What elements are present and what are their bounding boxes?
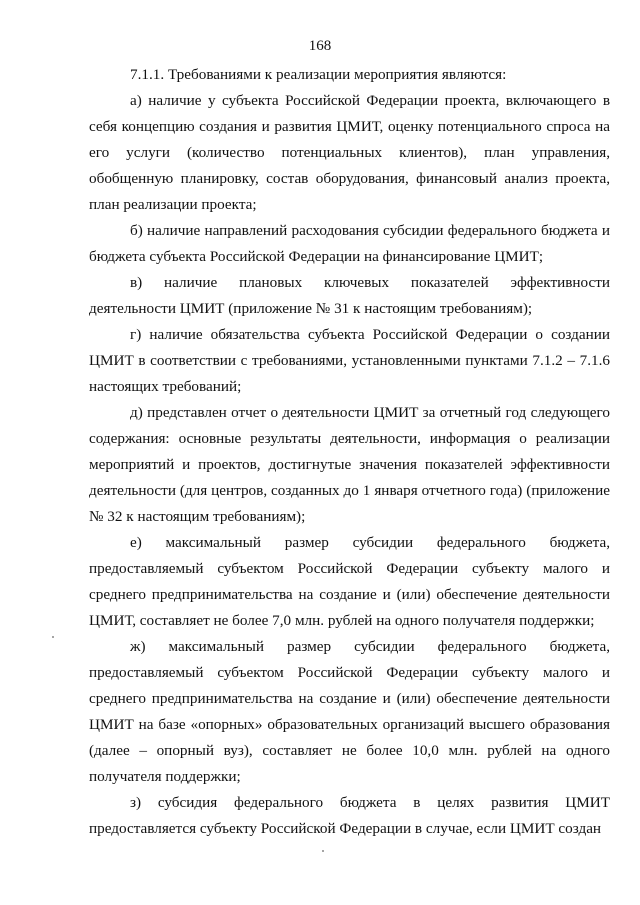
paragraph-e: е) максимальный размер субсидии федерального бюджета, предоставляемый субъектом Российской Федерации субъекту малого и среднего предпринимательства на создание и (или) обеспечение деятельности ЦМИТ, составляет не более 7,0 млн. рублей на одного получателя поддержки;: [89, 534, 610, 629]
paragraph-z: з) субсидия федерального бюджета в целях развития ЦМИТ предоставляется субъекту Российской Федерации в случае, если ЦМИТ создан: [89, 794, 610, 837]
paragraph-d: д) представлен отчет о деятельности ЦМИТ за отчетный год следующего содержания: основные результаты деятельности, информация о реализации мероприятий и проектов, достигнутые значения показателей эффективности деятельности (для центров, созданных до 1 января отчетного года) (приложение № 32 к настоящим требованиям);: [89, 404, 610, 525]
paragraph-7-1-1: 7.1.1. Требованиями к реализации мероприятия являются:: [130, 66, 507, 83]
document-body: [89, 62, 610, 842]
paragraph-zh: ж) максимальный размер субсидии федерального бюджета, предоставляемый субъектом Российской Федерации субъекту малого и среднего предпринимательства на создание и (или) обеспечение деятельности ЦМИТ на базе «опорных» образовательных организаций высшего образования (далее – опорный вуз), составляет не более 10,0 млн. рублей на одного получателя поддержки;: [89, 638, 610, 785]
paragraph-a: а) наличие у субъекта Российской Федерации проекта, включающего в себя концепцию создания и развития ЦМИТ, оценку потенциального спроса на его услуги (количество потенциальных клиентов), план управления, обобщенную планировку, состав оборудования, финансовый анализ проекта, план реализации проекта;: [89, 92, 610, 213]
paragraph-b: б) наличие направлений расходования субсидии федерального бюджета и бюджета субъекта Российской Федерации на финансирование ЦМИТ;: [89, 222, 610, 265]
page-number: 168: [308, 38, 332, 54]
scan-speck: [52, 636, 54, 638]
scan-speck: [322, 850, 324, 852]
paragraph-v: в) наличие плановых ключевых показателей эффективности деятельности ЦМИТ (приложение № 31 к настоящим требованиям);: [89, 274, 610, 317]
paragraph-g: г) наличие обязательства субъекта Российской Федерации о создании ЦМИТ в соответствии с требованиями, установленными пунктами 7.1.2 – 7.1.6 настоящих требований;: [89, 326, 610, 395]
